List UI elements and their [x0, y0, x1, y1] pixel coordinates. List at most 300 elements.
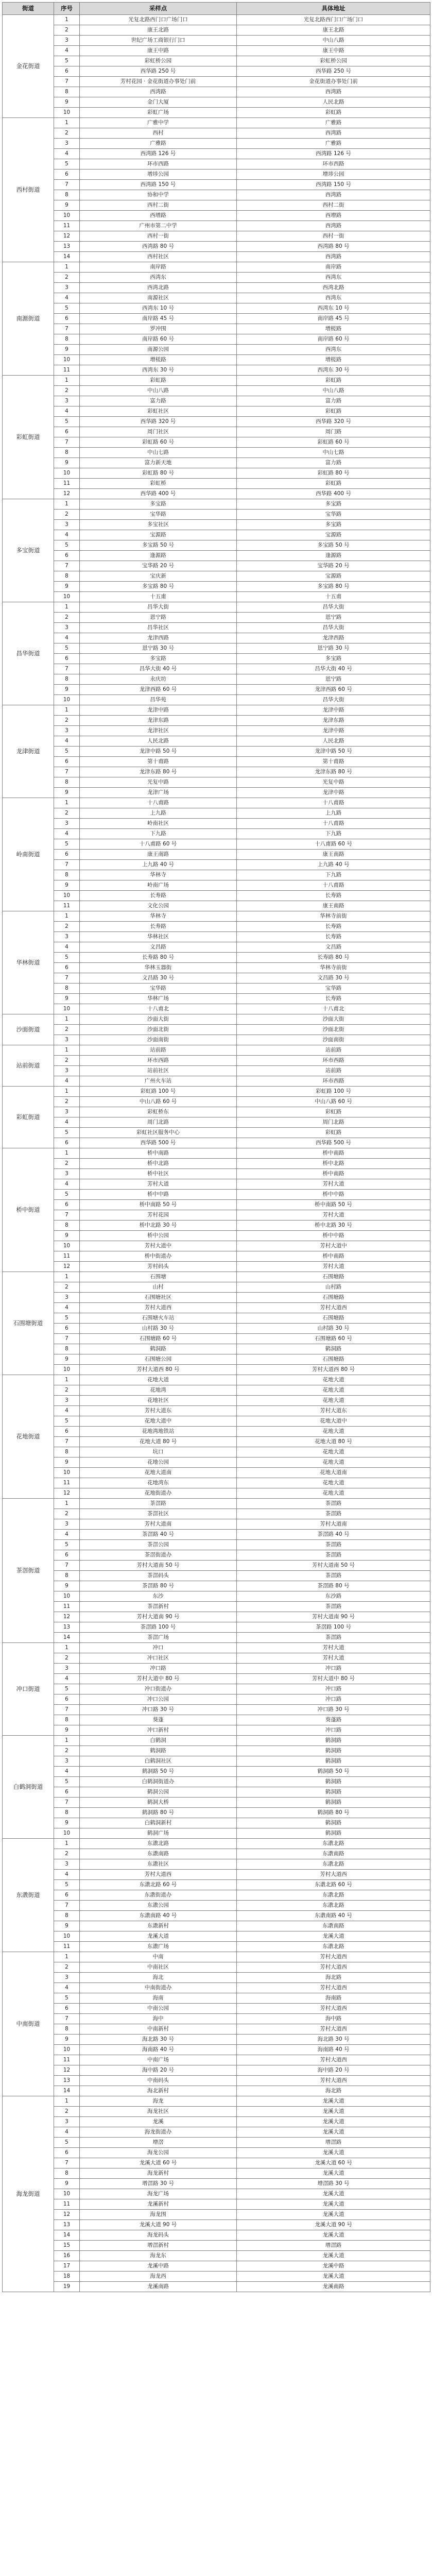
table-row [3, 716, 430, 726]
address-cell: 环市西路 [237, 159, 430, 170]
table-row [3, 1427, 430, 1437]
sampling-point-cell: 罗冲围 [80, 324, 237, 334]
sampling-point-cell: 协和中学 [80, 190, 237, 200]
address-cell: 宝华路 [237, 984, 430, 994]
sampling-point-cell: 富力路 [80, 396, 237, 406]
table-row [3, 561, 430, 571]
sampling-point-cell: 海龙东 [80, 2251, 237, 2261]
row-number-cell: 6 [54, 1138, 80, 1148]
table-row [3, 2168, 430, 2179]
row-number-cell: 11 [54, 1942, 80, 1952]
table-row [3, 1478, 430, 1488]
table-row [3, 1365, 430, 1375]
row-number-cell: 9 [54, 2035, 80, 2045]
sampling-point-cell: 白鹤洞社区 [80, 1756, 237, 1767]
table-row [3, 2107, 430, 2117]
table-row [3, 211, 430, 221]
address-cell: 东漖北路 [237, 1859, 430, 1870]
address-cell: 东沙路 [237, 1591, 430, 1602]
row-number-cell: 5 [54, 643, 80, 654]
header-row [3, 3, 430, 15]
row-number-cell: 1 [54, 602, 80, 613]
table-row [3, 1169, 430, 1179]
table-row [3, 1849, 430, 1859]
sampling-point-cell: 花地湾地铁站 [80, 1427, 237, 1437]
row-number-cell: 5 [54, 1777, 80, 1787]
row-number-cell: 2 [54, 386, 80, 396]
table-row [3, 2220, 430, 2230]
table-row [3, 613, 430, 623]
sampling-point-cell: 彩虹社区服务中心 [80, 1128, 237, 1138]
sampling-point-cell: 多宝社区 [80, 520, 237, 530]
sampling-point-cell: 岭南社区 [80, 819, 237, 829]
row-number-cell: 9 [54, 2179, 80, 2189]
row-number-cell: 9 [54, 994, 80, 1004]
row-number-cell: 13 [54, 1622, 80, 1633]
sampling-point-cell: 海龙新村 [80, 2168, 237, 2179]
table-row [3, 489, 430, 499]
sampling-point-cell: 东漖南路 [80, 1849, 237, 1859]
sampling-point-cell: 多宝路 [80, 499, 237, 510]
row-number-cell: 5 [54, 1880, 80, 1890]
table-row [3, 695, 430, 705]
row-number-cell: 10 [54, 1468, 80, 1478]
row-number-cell: 6 [54, 1787, 80, 1798]
address-cell: 环市西路 [237, 1056, 430, 1066]
table-header [3, 3, 430, 15]
sampling-point-cell: 山村路 30 号 [80, 1324, 237, 1334]
sampling-point-cell: 华林广场 [80, 994, 237, 1004]
table-row [3, 1179, 430, 1190]
sampling-point-cell: 冲口社区 [80, 1653, 237, 1664]
sampling-point-cell: 周门社区 [80, 427, 237, 437]
row-number-cell: 6 [54, 963, 80, 973]
sampling-point-cell: 桥中街道办 [80, 1251, 237, 1262]
row-number-cell: 1 [54, 1839, 80, 1849]
address-cell: 龙溪大道 [237, 2107, 430, 2117]
table-row [3, 448, 430, 458]
sampling-point-cell: 宝华路 [80, 984, 237, 994]
table-row [3, 1756, 430, 1767]
row-number-cell: 10 [54, 355, 80, 365]
address-cell: 西湾路 80 号 [237, 242, 430, 252]
sampling-point-cell: 东漖社区 [80, 1859, 237, 1870]
sampling-point-cell: 东漖公园 [80, 1901, 237, 1911]
sampling-point-cell: 宝华路 [80, 510, 237, 520]
address-cell: 西湾路 [237, 252, 430, 262]
table-row [3, 365, 430, 376]
address-cell: 芳村大道中 80 号 [237, 1674, 430, 1684]
sampling-point-cell: 东漖新村 [80, 1921, 237, 1931]
address-cell: 华林寺前街 [237, 911, 430, 922]
address-cell: 芳村大道 [237, 1210, 430, 1221]
row-number-cell: 1 [54, 1499, 80, 1509]
sampling-point-cell: 中南公园 [80, 2004, 237, 2014]
address-cell: 冲口路 [237, 1725, 430, 1736]
address-cell: 海南路 40 号 [237, 2045, 430, 2055]
address-cell: 龙津中路 50 号 [237, 747, 430, 757]
address-cell: 海北路 [237, 1973, 430, 1983]
sampling-point-cell: 石围塘社区 [80, 1293, 237, 1303]
address-cell: 龙溪大道 [237, 2148, 430, 2158]
sampling-point-cell: 西村 [80, 128, 237, 139]
address-cell: 茶滘路 80 号 [237, 1581, 430, 1591]
address-cell: 人民北路 [237, 736, 430, 747]
address-cell: 多宝路 [237, 520, 430, 530]
sampling-point-cell: 西华路 320 号 [80, 417, 237, 427]
row-number-cell: 8 [54, 870, 80, 880]
address-cell: 茶滘路 [237, 1509, 430, 1519]
table-row [3, 1633, 430, 1643]
table-row [3, 1973, 430, 1983]
address-cell: 光复中路 [237, 777, 430, 788]
sampling-point-cell: 富力新天地 [80, 458, 237, 468]
row-number-cell: 10 [54, 695, 80, 705]
table-row [3, 2261, 430, 2272]
row-number-cell: 7 [54, 180, 80, 190]
row-number-cell: 1 [54, 376, 80, 386]
table-row [3, 334, 430, 345]
sampling-point-cell: 冲口路 30 号 [80, 1705, 237, 1715]
address-cell: 彩虹路 [237, 108, 430, 118]
address-cell: 鹤洞路 [237, 1736, 430, 1746]
table-row [3, 674, 430, 685]
sampling-point-cell: 花地湾 [80, 1385, 237, 1396]
sampling-point-cell: 鹤洞路 50 号 [80, 1767, 237, 1777]
table-row [3, 520, 430, 530]
table-row [3, 1684, 430, 1694]
row-number-cell: 8 [54, 571, 80, 582]
row-number-cell: 1 [54, 705, 80, 716]
row-number-cell: 5 [54, 1540, 80, 1550]
address-cell: 茶滘路 [237, 1633, 430, 1643]
sampling-point-cell: 桥中南路 [80, 1148, 237, 1159]
row-number-cell: 6 [54, 314, 80, 324]
row-number-cell: 3 [54, 1107, 80, 1117]
sampling-point-cell: 龙津西路 [80, 633, 237, 643]
sampling-point-cell: 沙面北街 [80, 1025, 237, 1035]
table-row [3, 2199, 430, 2210]
sampling-point-cell: 站前社区 [80, 1066, 237, 1076]
row-number-cell: 8 [54, 334, 80, 345]
table-row [3, 747, 430, 757]
sampling-point-cell: 龙溪大道 [80, 1931, 237, 1942]
row-number-cell: 5 [54, 303, 80, 314]
address-cell: 龙溪大道 [237, 2272, 430, 2282]
address-cell: 鹤洞路 [237, 1746, 430, 1756]
table-row [3, 777, 430, 788]
address-cell: 西村二街 [237, 200, 430, 211]
sampling-point-cell: 龙津东路 [80, 716, 237, 726]
sampling-point-cell: 文昌路 30 号 [80, 973, 237, 984]
table-row [3, 159, 430, 170]
sampling-point-cell: 彩虹桥公园 [80, 56, 237, 66]
address-cell: 彩虹路 60 号 [237, 437, 430, 448]
table-row [3, 1416, 430, 1427]
table-row [3, 1004, 430, 1014]
row-number-cell: 2 [54, 1849, 80, 1859]
address-cell: 中山八路 [237, 36, 430, 46]
address-cell: 昌华大街 [237, 695, 430, 705]
table-row [3, 1942, 430, 1952]
sampling-point-cell: 桥中南路 50 号 [80, 1200, 237, 1210]
row-number-cell: 4 [54, 633, 80, 643]
table-row [3, 623, 430, 633]
address-cell: 花地大道 [237, 1396, 430, 1406]
table-row [3, 1344, 430, 1354]
sampling-point-cell: 海龙广场 [80, 2189, 237, 2199]
sampling-point-cell: 光复中路 [80, 777, 237, 788]
row-number-cell: 3 [54, 1664, 80, 1674]
row-number-cell: 4 [54, 530, 80, 540]
address-cell: 昌华大街 [237, 602, 430, 613]
table-row [3, 932, 430, 942]
address-cell: 下九路 [237, 829, 430, 839]
header-address: 具体地址 [237, 3, 430, 15]
sampling-point-cell: 中南社区 [80, 1962, 237, 1973]
address-cell: 茶滘路 [237, 1602, 430, 1612]
address-cell: 环市西路 [237, 1076, 430, 1087]
address-cell: 东漖南路 [237, 1921, 430, 1931]
table-row [3, 376, 430, 386]
row-number-cell: 7 [54, 2158, 80, 2168]
table-row [3, 468, 430, 479]
street-name-cell: 桥中街道 [3, 1148, 54, 1272]
address-cell: 芳村大道西 [237, 2076, 430, 2086]
sampling-point-cell: 昌华大街 [80, 602, 237, 613]
row-number-cell: 7 [54, 1798, 80, 1808]
address-cell: 芳村大道 [237, 1179, 430, 1190]
sampling-point-cell: 长寿路 80 号 [80, 953, 237, 963]
address-cell: 彩虹路 [237, 1107, 430, 1117]
address-cell: 龙津东路 80 号 [237, 767, 430, 777]
table-row [3, 2148, 430, 2158]
row-number-cell: 9 [54, 582, 80, 592]
row-number-cell: 9 [54, 1458, 80, 1468]
address-cell: 增槎路 [237, 324, 430, 334]
row-number-cell: 2 [54, 273, 80, 283]
row-number-cell: 1 [54, 1375, 80, 1385]
address-cell: 东漖北路 [237, 1839, 430, 1849]
row-number-cell: 1 [54, 1952, 80, 1962]
sampling-point-cell: 茶滘码头 [80, 1571, 237, 1581]
address-cell: 西湾路 [237, 221, 430, 231]
address-cell: 彩虹桥公园 [237, 56, 430, 66]
sampling-point-cell: 冲口公园 [80, 1694, 237, 1705]
table-row [3, 664, 430, 674]
row-number-cell: 5 [54, 56, 80, 66]
address-cell: 花地大道中 [237, 1416, 430, 1427]
sampling-point-cell: 芳村大道南 [80, 1519, 237, 1530]
row-number-cell: 6 [54, 1550, 80, 1561]
row-number-cell: 5 [54, 1416, 80, 1427]
row-number-cell: 13 [54, 2076, 80, 2086]
sampling-point-cell: 鹤洞路 80 号 [80, 1808, 237, 1818]
sampling-point-cell: 龙津西路 60 号 [80, 685, 237, 695]
row-number-cell: 9 [54, 880, 80, 891]
address-cell: 芳村大道东 [237, 1406, 430, 1416]
sampling-point-cell: 花地社区 [80, 1396, 237, 1406]
address-cell: 龙溪大道 [237, 2251, 430, 2261]
address-cell: 芳村大道 [237, 1653, 430, 1664]
address-cell: 西华路 400 号 [237, 489, 430, 499]
sampling-point-cell: 海龙码头 [80, 2230, 237, 2241]
row-number-cell: 8 [54, 87, 80, 97]
address-cell: 石围塘路 60 号 [237, 1334, 430, 1344]
sampling-point-cell: 昌华社区 [80, 623, 237, 633]
row-number-cell: 12 [54, 1488, 80, 1499]
table-row [3, 56, 430, 66]
sampling-point-cell: 鹤洞大桥 [80, 1798, 237, 1808]
table-row [3, 1540, 430, 1550]
table-row [3, 1241, 430, 1251]
address-cell: 长寿路 [237, 994, 430, 1004]
sampling-point-cell: 芳村大道西 [80, 1870, 237, 1880]
sampling-point-cell: 花地大道中 [80, 1416, 237, 1427]
address-cell: 花地大道南 [237, 1468, 430, 1478]
address-cell: 海中路 [237, 2014, 430, 2024]
address-cell: 中山七路 [237, 448, 430, 458]
address-cell: 鹤洞路 [237, 1828, 430, 1839]
address-cell: 鹤洞路 [237, 1818, 430, 1828]
row-number-cell: 8 [54, 1911, 80, 1921]
row-number-cell: 14 [54, 1633, 80, 1643]
sampling-point-cell: 中山七路 [80, 448, 237, 458]
table-row [3, 1066, 430, 1076]
address-cell: 茶滘路 [237, 1550, 430, 1561]
street-name-cell: 彩虹街道 [3, 1087, 54, 1148]
sampling-point-cell: 龙津中路 50 号 [80, 747, 237, 757]
table-row [3, 1983, 430, 1993]
address-cell: 增滘路 30 号 [237, 2179, 430, 2189]
row-number-cell: 1 [54, 2096, 80, 2107]
table-row [3, 2086, 430, 2096]
row-number-cell: 7 [54, 767, 80, 777]
address-cell: 东漖北路 [237, 1890, 430, 1901]
table-row [3, 1767, 430, 1777]
address-cell: 石围塘路 [237, 1293, 430, 1303]
row-number-cell: 10 [54, 211, 80, 221]
table-row [3, 1602, 430, 1612]
table-row [3, 1828, 430, 1839]
address-cell: 增槎路 [237, 355, 430, 365]
sampling-point-cell: 南源社区 [80, 293, 237, 303]
sampling-point-cell: 东漖北路 [80, 1839, 237, 1849]
sampling-point-cell: 芳村大道东 [80, 1406, 237, 1416]
row-number-cell: 4 [54, 1767, 80, 1777]
row-number-cell: 3 [54, 139, 80, 149]
address-cell: 西湾路 [237, 128, 430, 139]
sampling-point-cell: 芳村大道西 80 号 [80, 1365, 237, 1375]
address-cell: 龙溪大道 [237, 2189, 430, 2199]
row-number-cell: 3 [54, 1169, 80, 1179]
sampling-point-cell: 恩宁路 [80, 613, 237, 623]
table-row [3, 293, 430, 303]
table-row [3, 1653, 430, 1664]
sampling-point-cell: 海龙围 [80, 2210, 237, 2220]
address-cell: 文昌路 [237, 942, 430, 953]
row-number-cell: 2 [54, 2107, 80, 2117]
sampling-point-cell: 增滘路 30 号 [80, 2179, 237, 2189]
table-row [3, 87, 430, 97]
address-cell: 冲口路 [237, 1694, 430, 1705]
address-cell: 西增路 [237, 211, 430, 221]
address-cell: 花地大道 [237, 1375, 430, 1385]
sampling-point-cell: 增滘 [80, 2138, 237, 2148]
sampling-point-cell: 中南广场 [80, 2055, 237, 2065]
address-cell: 石围塘路 [237, 1354, 430, 1365]
row-number-cell: 3 [54, 1035, 80, 1045]
address-cell: 茶滘路 [237, 1571, 430, 1581]
table-row [3, 1334, 430, 1344]
row-number-cell: 8 [54, 1344, 80, 1354]
address-cell: 东漖南路 [237, 1849, 430, 1859]
table-row [3, 1354, 430, 1365]
sampling-point-cell: 十五甫 [80, 592, 237, 602]
address-cell: 桥中南路 [237, 1251, 430, 1262]
address-cell: 十八甫北 [237, 1004, 430, 1014]
street-name-cell: 白鹤洞街道 [3, 1736, 54, 1839]
table-row [3, 911, 430, 922]
row-number-cell: 9 [54, 200, 80, 211]
address-cell: 龙溪大道 [237, 2199, 430, 2210]
row-number-cell: 2 [54, 510, 80, 520]
row-number-cell: 4 [54, 1179, 80, 1190]
address-cell: 增滘路 [237, 2241, 430, 2251]
address-cell: 多宝路 [237, 654, 430, 664]
table-row [3, 231, 430, 242]
sampling-point-cell: 石围塘 [80, 1272, 237, 1282]
table-row [3, 571, 430, 582]
sampling-point-cell: 第十甫路 [80, 757, 237, 767]
sampling-point-cell: 山村 [80, 1282, 237, 1293]
sampling-point-cell: 恩宁路 30 号 [80, 643, 237, 654]
row-number-cell: 5 [54, 1313, 80, 1324]
sampling-point-cell: 环市西路 [80, 1056, 237, 1066]
address-cell: 龙津西路 [237, 633, 430, 643]
table-row [3, 2035, 430, 2045]
table-row [3, 1901, 430, 1911]
row-number-cell: 10 [54, 592, 80, 602]
sampling-point-cell: 环市西路 [80, 159, 237, 170]
row-number-cell: 1 [54, 1087, 80, 1097]
row-number-cell: 1 [54, 118, 80, 128]
sampling-point-cell: 长寿路 [80, 922, 237, 932]
address-cell: 彩虹路 [237, 479, 430, 489]
sampling-point-cell: 文昌路 [80, 942, 237, 953]
table-row [3, 1200, 430, 1210]
table-row [3, 1499, 430, 1509]
row-number-cell: 6 [54, 1427, 80, 1437]
table-row [3, 901, 430, 911]
row-number-cell: 8 [54, 1571, 80, 1581]
table-row [3, 2230, 430, 2241]
address-cell: 龙溪大道 [237, 1931, 430, 1942]
row-number-cell: 3 [54, 283, 80, 293]
table-row [3, 170, 430, 180]
sampling-point-cell: 彩虹路 100 号 [80, 1087, 237, 1097]
row-number-cell: 8 [54, 1715, 80, 1725]
table-row [3, 592, 430, 602]
address-cell: 彩虹路 [237, 406, 430, 417]
row-number-cell: 4 [54, 942, 80, 953]
row-number-cell: 11 [54, 221, 80, 231]
sampling-point-cell: 芳村大道中 80 号 [80, 1674, 237, 1684]
row-number-cell: 7 [54, 437, 80, 448]
row-number-cell: 1 [54, 911, 80, 922]
sampling-point-cell: 康王北路 [80, 25, 237, 36]
row-number-cell: 3 [54, 396, 80, 406]
